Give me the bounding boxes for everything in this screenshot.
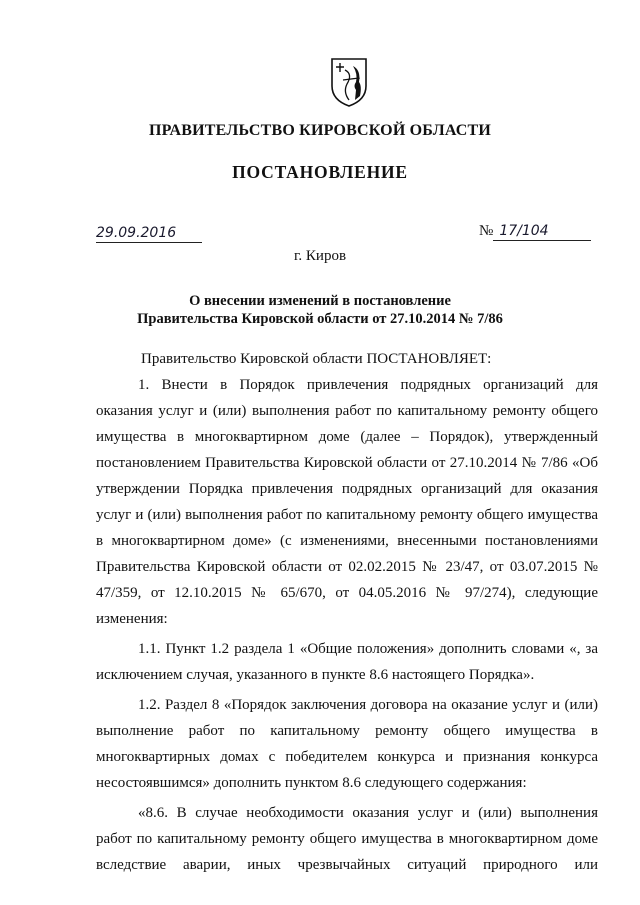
paragraph-1-1: 1.1. Пункт 1.2 раздела 1 «Общие положения» дополнить словами «, за исключением случая, указанного в пункте 8.6 настоящего Порядка». — [96, 641, 598, 683]
paragraph-1-2: 1.2. Раздел 8 «Порядок заключения договора на оказание услуг и (или) выполнение работ по капитальному ремонту общего имущества в многоквартирных домах с победителем конкурса и признания конкурса несостоявшимся» дополнить пунктом 8.6 следующего содержания: — [96, 697, 598, 791]
preamble: Правительство Кировской области ПОСТАНОВЛЯЕТ: — [141, 351, 492, 367]
subject-line-1: О внесении изменений в постановление — [189, 293, 451, 309]
number-value: 17/104 — [493, 222, 591, 241]
paragraph-1: 1. Внести в Порядок привлечения подрядных организаций для оказания услуг и (или) выполнения работ по капитальному ремонту общего имущества в многоквартирном доме (далее – Порядок), утвержденный постановлением Правительства Кировской области от 27.10.2014 № 7/86 «Об утверждении Порядка привлечения подрядных организаций для оказания услуг и (или) выполнения работ по капитальному ремонту общего имущества в многоквартирном доме» (с изменениями, внесенными постановлениями Правительства Кировской области от 02.02.2015 № 23/47, от 03.07.2015 № 47/359, от 12.10.2015 № 65/670, от 04.05.2016 № 97/274), следующие изменения: — [96, 377, 598, 627]
paragraph-8-6: «8.6. В случае необходимости оказания услуг и (или) выполнения работ по капитальному ремонту общего имущества в многоквартирном доме вследствие аварии, иных чрезвычайных ситуаций природного или — [96, 805, 598, 873]
coat-of-arms-emblem — [329, 56, 369, 108]
document-date: 29.09.2016 — [96, 224, 202, 243]
document-subject — [0, 292, 640, 328]
city: г. Киров — [293, 248, 347, 264]
number-prefix: № — [479, 223, 494, 239]
organization-title: ПРАВИТЕЛЬСТВО КИРОВСКОЙ ОБЛАСТИ — [148, 122, 492, 139]
document-body — [96, 346, 598, 878]
document-number — [479, 222, 599, 241]
subject-line-2: Правительства Кировской области от 27.10.2014 № 7/86 — [137, 311, 503, 327]
document-type: ПОСТАНОВЛЕНИЕ — [232, 162, 408, 182]
